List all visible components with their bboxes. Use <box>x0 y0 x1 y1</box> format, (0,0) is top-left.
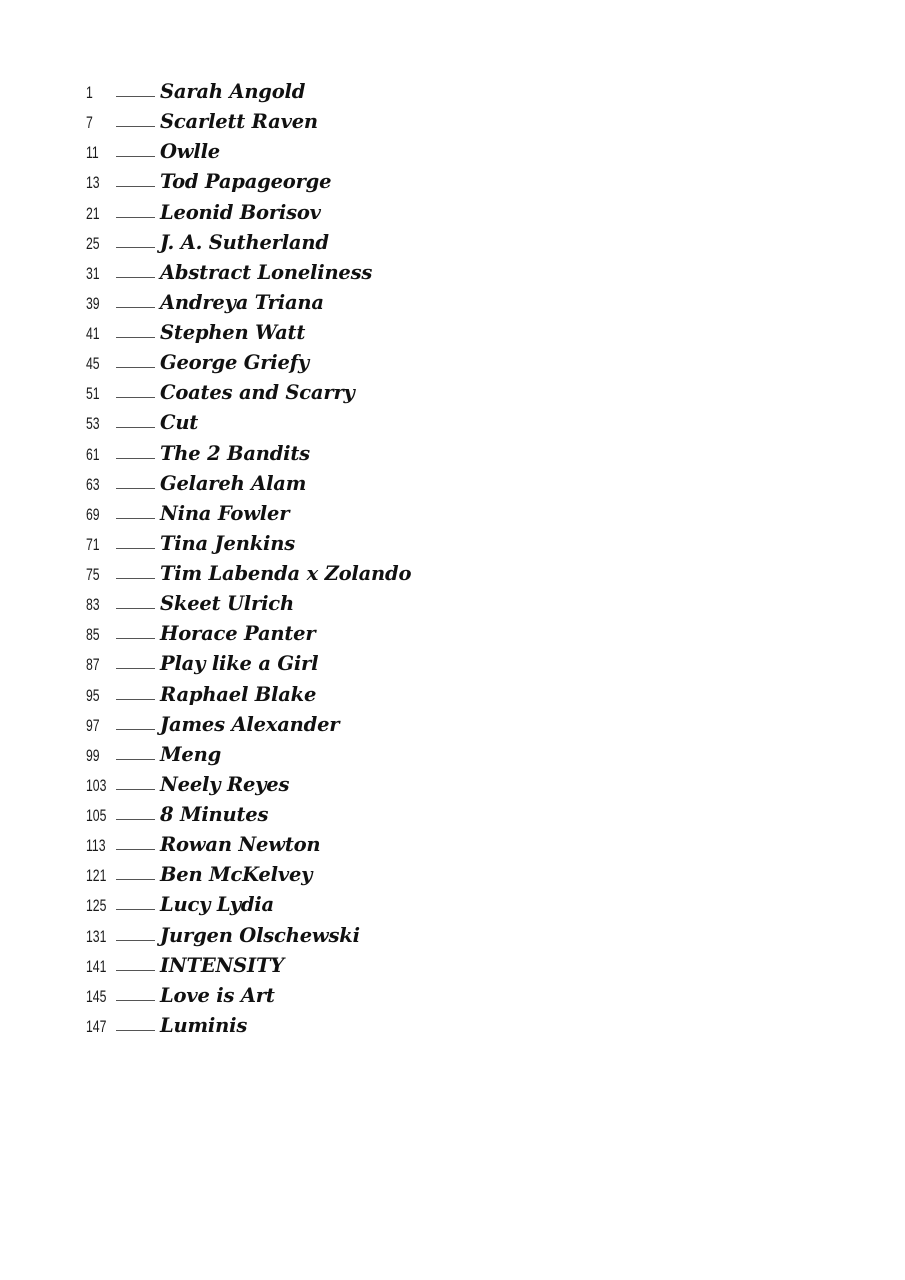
page-number: 63 <box>86 474 100 494</box>
entry-title: Tim Labenda x Zolando <box>160 562 412 585</box>
leader-line <box>116 759 155 760</box>
leader-line <box>116 217 155 218</box>
list-item <box>86 1014 786 1044</box>
page-number: 87 <box>86 655 100 675</box>
page-number: 71 <box>86 534 100 554</box>
entry-title: Nina Fowler <box>160 501 290 525</box>
list-item <box>86 622 786 652</box>
list-item <box>86 321 786 351</box>
entry-title: Love is Art <box>160 983 275 1007</box>
entry-title: James Alexander <box>160 712 340 736</box>
list-item <box>86 652 786 682</box>
entry-title: Stephen Watt <box>160 321 306 344</box>
page-number: 61 <box>86 444 100 464</box>
list-item <box>86 954 786 984</box>
list-item <box>86 442 786 472</box>
entry-title: Cut <box>160 411 199 435</box>
leader-line <box>116 367 155 368</box>
entry-title: 8 Minutes <box>160 803 269 826</box>
entry-title: Rowan Newton <box>160 833 321 857</box>
page-number: 105 <box>86 806 107 825</box>
list-item <box>86 472 786 502</box>
list-item <box>86 924 786 954</box>
entry-title: Horace Panter <box>160 622 316 646</box>
page-number: 1 <box>86 83 93 102</box>
leader-line <box>116 699 155 700</box>
leader-line <box>116 518 155 519</box>
list-item <box>86 803 786 833</box>
entry-title: Sarah Angold <box>160 80 306 103</box>
leader-line <box>116 909 155 910</box>
list-item <box>86 532 786 562</box>
page-number: 85 <box>86 625 100 645</box>
leader-line <box>116 638 155 639</box>
leader-line <box>116 548 155 549</box>
leader-line <box>116 940 155 941</box>
entry-title: J. A. Sutherland <box>160 230 329 254</box>
page-number: 41 <box>86 324 100 343</box>
entry-title: The 2 Bandits <box>160 441 310 465</box>
leader-line <box>116 307 155 308</box>
page-number: 39 <box>86 293 100 313</box>
page-number: 99 <box>86 745 100 765</box>
list-item <box>86 170 786 200</box>
page-number: 97 <box>86 715 100 735</box>
entry-title: Meng <box>160 742 222 766</box>
entry-title: Neely Reyes <box>160 772 290 796</box>
page-number: 141 <box>86 956 107 976</box>
leader-line <box>116 789 155 790</box>
leader-line <box>116 156 155 157</box>
leader-line <box>116 970 155 971</box>
entry-title: Luminis <box>160 1013 248 1037</box>
leader-line <box>116 397 155 398</box>
list-item <box>86 562 786 592</box>
list-item <box>86 261 786 291</box>
list-item <box>86 893 786 923</box>
list-item <box>86 713 786 743</box>
list-item <box>86 140 786 170</box>
leader-line <box>116 578 155 579</box>
leader-line <box>116 819 155 820</box>
leader-line <box>116 427 155 428</box>
entry-title: Raphael Blake <box>160 682 317 706</box>
list-item <box>86 291 786 321</box>
entry-title: Jurgen Olschewski <box>160 923 360 947</box>
page-number: 45 <box>86 354 100 374</box>
leader-line <box>116 96 155 97</box>
page-number: 11 <box>86 143 99 163</box>
list-item <box>86 502 786 532</box>
entry-title: Play like a Girl <box>160 652 319 676</box>
entry-title: Abstract Loneliness <box>160 260 373 284</box>
list-item <box>86 351 786 381</box>
leader-line <box>116 1000 155 1001</box>
entry-title: Skeet Ulrich <box>160 592 294 616</box>
list-item <box>86 683 786 713</box>
page-number: 125 <box>86 896 107 916</box>
list-item <box>86 833 786 863</box>
page-number: 147 <box>86 1016 107 1036</box>
page-number: 103 <box>86 775 107 795</box>
list-item <box>86 984 786 1014</box>
page-number: 7 <box>86 113 93 133</box>
entry-title: Lucy Lydia <box>160 893 274 917</box>
list-item <box>86 201 786 231</box>
leader-line <box>116 277 155 278</box>
entry-title: Coates and Scarry <box>160 381 355 405</box>
page-number: 25 <box>86 233 100 253</box>
entry-title: Tod Papageorge <box>160 170 332 194</box>
leader-line <box>116 126 155 127</box>
leader-line <box>116 337 155 338</box>
page-number: 113 <box>86 836 106 856</box>
page-number: 21 <box>86 203 100 223</box>
page-number: 121 <box>86 866 107 886</box>
leader-line <box>116 186 155 187</box>
leader-line <box>116 488 155 489</box>
list-item <box>86 381 786 411</box>
entry-title: Tina Jenkins <box>160 531 296 555</box>
list-item <box>86 110 786 140</box>
page-number: 131 <box>86 926 107 946</box>
entry-title: INTENSITY <box>160 953 284 977</box>
entry-title: Gelareh Alam <box>160 471 307 495</box>
entry-title: Ben McKelvey <box>160 863 313 887</box>
page-number: 51 <box>86 384 100 404</box>
leader-line <box>116 1030 155 1031</box>
leader-line <box>116 458 155 459</box>
list-item <box>86 80 786 110</box>
entry-title: George Griefy <box>160 351 310 375</box>
page-number: 53 <box>86 414 100 434</box>
entry-title: Owlle <box>160 140 220 164</box>
list-item <box>86 773 786 803</box>
leader-line <box>116 729 155 730</box>
entry-title: Andreya Triana <box>160 290 324 314</box>
page-number: 69 <box>86 504 100 524</box>
page-number: 31 <box>86 263 100 283</box>
list-item <box>86 592 786 622</box>
leader-line <box>116 668 155 669</box>
table-of-contents <box>86 80 786 1044</box>
list-item <box>86 743 786 773</box>
page-number: 95 <box>86 685 100 705</box>
page-number: 13 <box>86 173 100 193</box>
leader-line <box>116 247 155 248</box>
leader-line <box>116 849 155 850</box>
leader-line <box>116 608 155 609</box>
entry-title: Scarlett Raven <box>160 110 318 134</box>
leader-line <box>116 879 155 880</box>
list-item <box>86 863 786 893</box>
page-number: 145 <box>86 986 107 1006</box>
list-item <box>86 231 786 261</box>
entry-title: Leonid Borisov <box>160 200 321 224</box>
page-number: 83 <box>86 595 100 615</box>
page-number: 75 <box>86 565 100 584</box>
list-item <box>86 411 786 441</box>
